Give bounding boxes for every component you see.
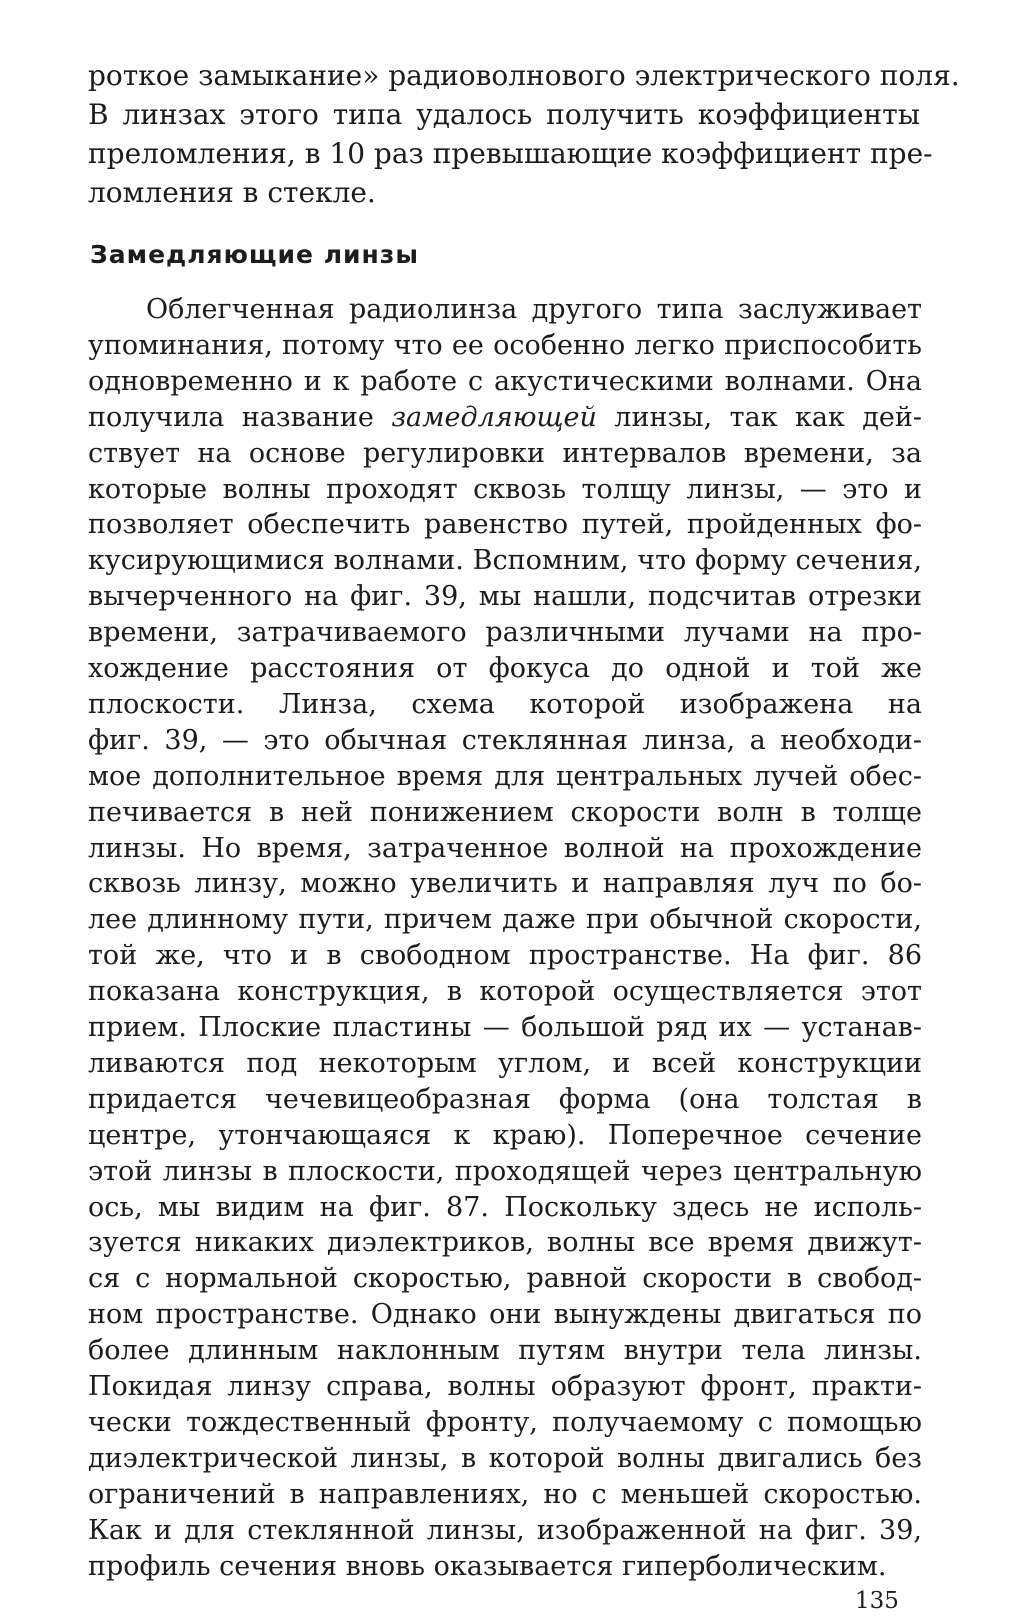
paragraph-line: диэлектрической линзы, в которой волны двигались без [88,1442,922,1474]
paragraph-line: придается чечевицеобразная форма (она толстая в [88,1083,922,1115]
paragraph-line: хождение расстояния от фокуса до одной и той же [88,653,922,684]
paragraph-line: фиг. 39, — это обычная стеклянная линза, а необходи- [88,724,922,756]
intro-line: ломления в стекле. [88,176,376,209]
paragraph-line: этой линзы в плоскости, проходящей через центральную [88,1155,922,1187]
paragraph-line: которые волны проходят сквозь толщу линзы, — это и [88,473,922,505]
paragraph-line: позволяет обеспечить равенство путей, пройденных фо- [88,509,922,541]
paragraph-line: вычерченного на фиг. 39, мы нашли, подсчитав отрезки [88,581,922,613]
paragraph-line: ось, мы видим на фиг. 87. Поскольку здесь не исполь- [88,1191,922,1223]
paragraph-line: чески тождественный фронту, получаемому с помощью [88,1406,922,1438]
paragraph-line: ограничений в направлениях, но с меньшей скоростью. [88,1478,922,1510]
paragraph-line-with-emphasis: получила название замедляющей линзы, так как дей- [88,401,922,433]
paragraph-line: той же, что и в свободном пространстве. На фиг. 86 [88,940,922,972]
section-heading: Замедляющие линзы [90,240,419,269]
paragraph-line: центре, утончающаяся к краю). Поперечное сечение [88,1119,922,1151]
paragraph-line: плоскости. Линза, схема которой изображена на [88,688,922,720]
paragraph-line: одновременно и к работе с акустическими волнами. Она [88,365,922,397]
paragraph-line: лее длинному пути, причем даже при обычной скорости, [88,904,922,936]
paragraph-line: более длинным наклонным путям внутри тела линзы. [88,1335,922,1367]
paragraph-line: сквозь линзу, можно увеличить и направляя луч по бо- [88,868,922,900]
paragraph-line: Покидая линзу справа, волны образуют фронт, практи- [88,1371,922,1402]
paragraph-line: ствует на основе регулировки интервалов времени, за [88,437,922,469]
emphasized-term: замедляющей [391,401,597,433]
paragraph-line: печивается в ней понижением скорости волн в толще [88,796,922,828]
intro-line: преломления, в 10 раз превышающие коэффициент пре- [88,137,933,170]
paragraph-line: Облегченная радиолинза другого типа заслуживает [146,294,922,325]
paragraph-line: прием. Плоские пластины — большой ряд их — устанав- [88,1012,922,1043]
paragraph-line: кусирующимися волнами. Вспомним, что форму сечения, [88,545,922,577]
paragraph-line: ном пространстве. Однако они вынуждены двигаться по [88,1299,922,1331]
paragraph-line: мое дополнительное время для центральных лучей обес- [88,760,922,792]
page-number: 135 [855,1588,899,1615]
paragraph-line: времени, затрачиваемого различными лучами на про- [88,617,922,649]
paragraph-line: профиль сечения вновь оказывается гиперболическим. [88,1550,887,1582]
paragraph-line: Как и для стеклянной линзы, изображенной на фиг. 39, [88,1514,922,1546]
paragraph-line: ливаются под некоторым углом, и всей конструкции [88,1047,922,1079]
paragraph-line: упоминания, потому что ее особенно легко приспособить [88,329,922,361]
paragraph-line: показана конструкция, в которой осуществляется этот [88,976,922,1008]
intro-line: В линзах этого типа удалось получить коэффициенты [88,98,920,131]
paragraph-line: зуется никаких диэлектриков, волны все время движут- [88,1227,922,1259]
paragraph-line: линзы. Но время, затраченное волной на прохождение [88,832,922,864]
intro-line: роткое замыкание» радиоволнового электрического поля. [88,59,960,92]
paragraph-line: ся с нормальной скоростью, равной скорости в свобод- [88,1263,922,1295]
